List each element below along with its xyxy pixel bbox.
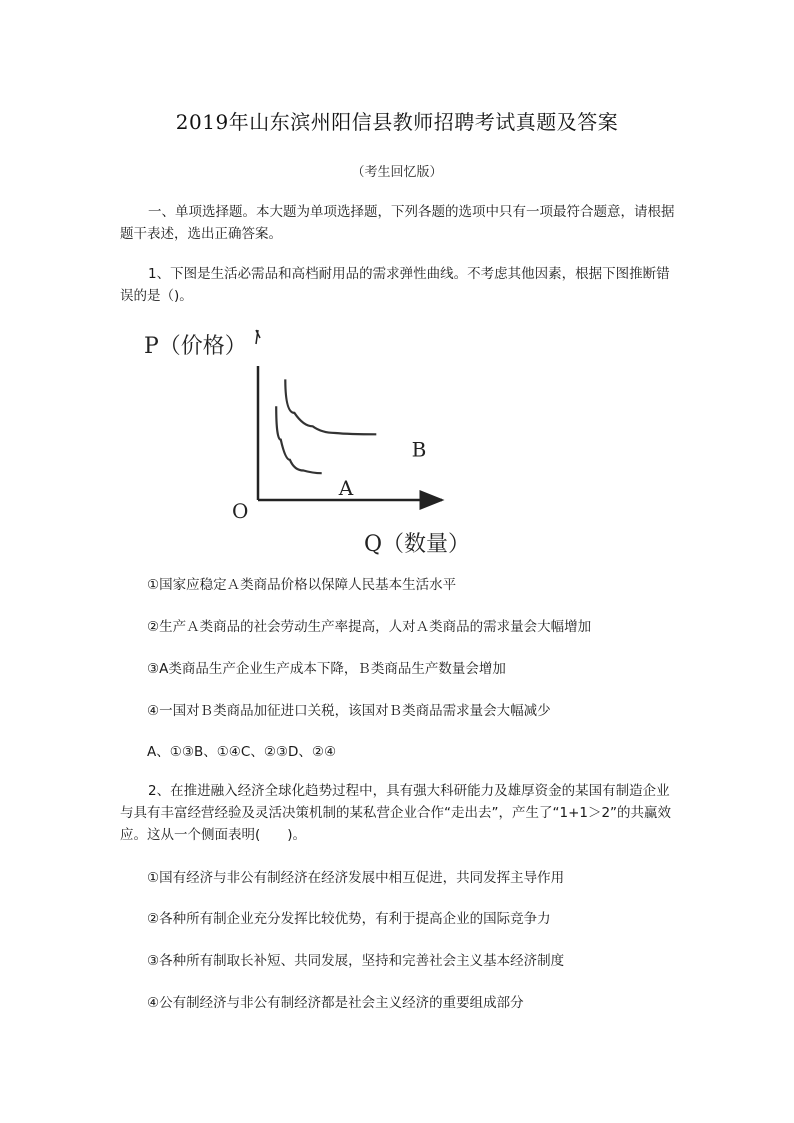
curve-b [285, 379, 376, 434]
origin-label: O [232, 499, 249, 523]
question-2-option-3: ③各种所有制取长补短、共同发展，坚持和完善社会主义基本经济制度 [147, 953, 565, 969]
question-2-option-2: ②各种所有制企业充分发挥比较优势，有利于提高企业的国际竞争力 [147, 911, 551, 927]
section-instructions: 一、单项选择题。本大题为单项选择题，下列各题的选项中只有一项最符合题意，请根据题干表述，选出正确答案。 [120, 204, 675, 242]
demand-elasticity-chart [130, 318, 470, 568]
question-2-option-1: ①国有经济与非公有制经济在经济发展中相互促进，共同发挥主导作用 [147, 870, 565, 886]
chart-svg [130, 318, 470, 568]
question-2-option-4: ④公有制经济与非公有制经济都是社会主义经济的重要组成部分 [147, 995, 524, 1011]
question-1-option-2: ②生产Ａ类商品的社会劳动生产率提高，人对Ａ类商品的需求量会大幅增加 [147, 619, 592, 635]
curve-a-label: A [338, 476, 354, 501]
question-1-option-3: ③A类商品生产企业生产成本下降，Ｂ类商品生产数量会增加 [147, 661, 506, 677]
x-axis-label: Q（数量） [364, 532, 470, 557]
question-2-stem: 2、在推进融入经济全球化趋势过程中，具有强大科研能力及雄厚资金的某国有制造企业与具有丰富经营经验及灵活决策机制的某私营企业合作“走出去”，产生了“1+1＞2”的共赢效应。这从一个侧面表明( )。 [120, 783, 672, 843]
question-1-answer-choices: A、①③B、①④C、②③D、②④ [147, 744, 337, 760]
document-title: 2019年山东滨州阳信县教师招聘考试真题及答案 [175, 110, 619, 134]
curve-b-label: B [411, 437, 427, 462]
curve-a [276, 406, 322, 473]
document-subtitle: （考生回忆版） [351, 165, 443, 180]
question-1-option-1: ①国家应稳定Ａ类商品价格以保障人民基本生活水平 [147, 577, 457, 593]
question-1-stem: 1、下图是生活必需品和高档耐用品的需求弹性曲线。不考虑其他因素，根据下图推断错误的是（)。 [120, 266, 670, 304]
question-1-option-4: ④一国对Ｂ类商品加征进口关税，该国对Ｂ类商品需求量会大幅减少 [147, 703, 551, 719]
y-axis-tick-mark [256, 330, 260, 344]
y-axis-label: P（价格） [144, 334, 247, 359]
